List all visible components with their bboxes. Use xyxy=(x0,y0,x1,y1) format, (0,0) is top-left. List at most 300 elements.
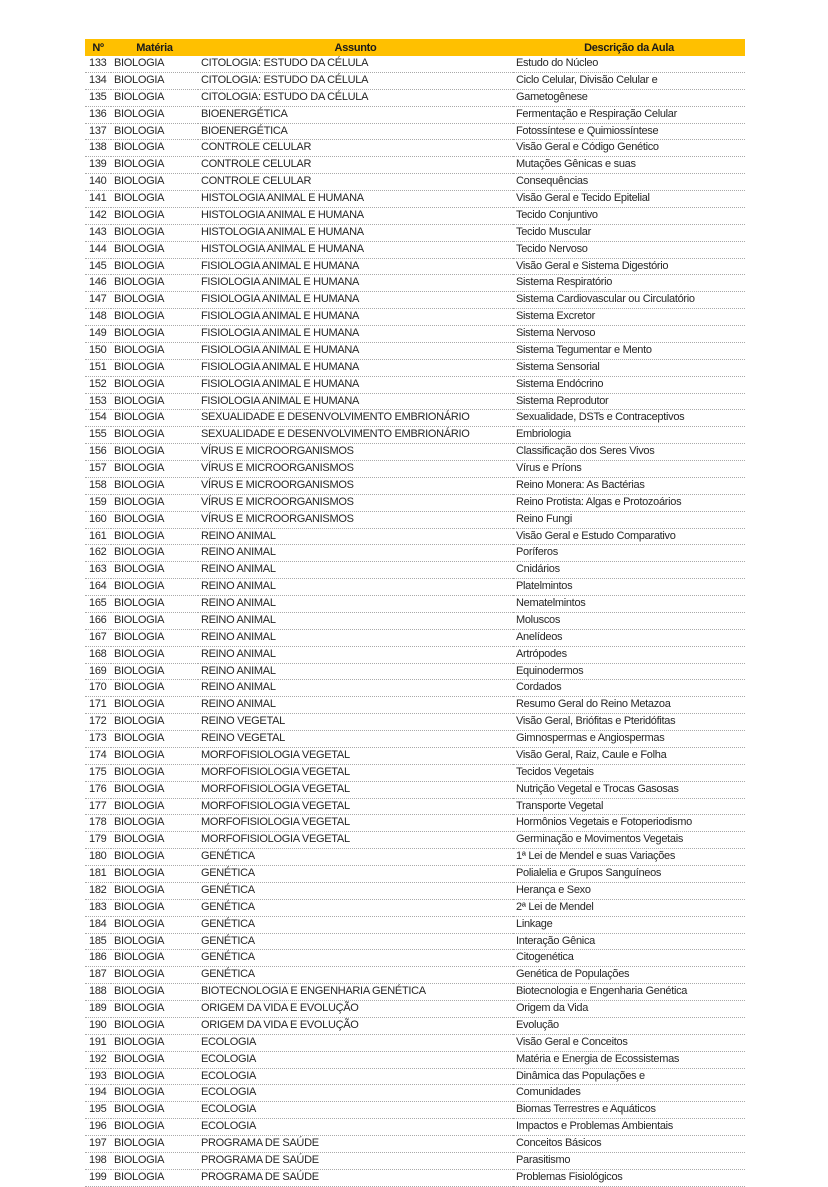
table-row xyxy=(85,241,745,258)
cell-numero: 176 xyxy=(85,781,111,798)
table-row xyxy=(85,376,745,393)
cell-assunto: REINO ANIMAL xyxy=(198,528,513,545)
table-row xyxy=(85,984,745,1001)
cell-descricao: Nematelmintos xyxy=(513,596,745,613)
cell-materia: BIOLOGIA xyxy=(111,882,198,899)
cell-materia: BIOLOGIA xyxy=(111,697,198,714)
table-row xyxy=(85,174,745,191)
table-row xyxy=(85,663,745,680)
cell-assunto: CITOLOGIA: ESTUDO DA CÉLULA xyxy=(198,56,513,72)
cell-descricao: Interação Gênica xyxy=(513,933,745,950)
cell-assunto: MORFOFISIOLOGIA VEGETAL xyxy=(198,815,513,832)
cell-assunto: HISTOLOGIA ANIMAL E HUMANA xyxy=(198,207,513,224)
cell-descricao: Tecidos Vegetais xyxy=(513,764,745,781)
table-row xyxy=(85,764,745,781)
cell-numero: 167 xyxy=(85,629,111,646)
cell-materia: BIOLOGIA xyxy=(111,157,198,174)
cell-materia: BIOLOGIA xyxy=(111,764,198,781)
cell-descricao: Mutações Gênicas e suas xyxy=(513,157,745,174)
cell-numero: 157 xyxy=(85,461,111,478)
cell-assunto: REINO ANIMAL xyxy=(198,612,513,629)
cell-assunto: CITOLOGIA: ESTUDO DA CÉLULA xyxy=(198,72,513,89)
table-row xyxy=(85,798,745,815)
cell-numero: 154 xyxy=(85,410,111,427)
cell-descricao: Cordados xyxy=(513,680,745,697)
cell-numero: 145 xyxy=(85,258,111,275)
cell-numero: 138 xyxy=(85,140,111,157)
cell-numero: 180 xyxy=(85,849,111,866)
cell-materia: BIOLOGIA xyxy=(111,1169,198,1186)
table-row xyxy=(85,629,745,646)
cell-descricao: Germinação e Movimentos Vegetais xyxy=(513,832,745,849)
table-row xyxy=(85,781,745,798)
cell-materia: BIOLOGIA xyxy=(111,866,198,883)
cell-descricao: Fotossíntese e Quimiossíntese xyxy=(513,123,745,140)
cell-assunto: HISTOLOGIA ANIMAL E HUMANA xyxy=(198,191,513,208)
cell-descricao: Equinodermos xyxy=(513,663,745,680)
cell-descricao: Sistema Respiratório xyxy=(513,275,745,292)
cell-numero: 150 xyxy=(85,342,111,359)
cell-assunto: FISIOLOGIA ANIMAL E HUMANA xyxy=(198,359,513,376)
cell-numero: 161 xyxy=(85,528,111,545)
cell-descricao: Evolução xyxy=(513,1017,745,1034)
table-row xyxy=(85,106,745,123)
cell-materia: BIOLOGIA xyxy=(111,123,198,140)
cell-materia: BIOLOGIA xyxy=(111,191,198,208)
cell-assunto: VÍRUS E MICROORGANISMOS xyxy=(198,511,513,528)
cell-assunto: FISIOLOGIA ANIMAL E HUMANA xyxy=(198,393,513,410)
cell-numero: 183 xyxy=(85,899,111,916)
cell-numero: 172 xyxy=(85,714,111,731)
cell-assunto: CITOLOGIA: ESTUDO DA CÉLULA xyxy=(198,89,513,106)
cell-numero: 186 xyxy=(85,950,111,967)
cell-assunto: FISIOLOGIA ANIMAL E HUMANA xyxy=(198,376,513,393)
cell-materia: BIOLOGIA xyxy=(111,663,198,680)
cell-descricao: Problemas Fisiológicos xyxy=(513,1169,745,1186)
table-row xyxy=(85,815,745,832)
cell-numero: 155 xyxy=(85,427,111,444)
cell-numero: 141 xyxy=(85,191,111,208)
cell-assunto: REINO ANIMAL xyxy=(198,562,513,579)
table-row xyxy=(85,427,745,444)
table-row xyxy=(85,258,745,275)
cell-materia: BIOLOGIA xyxy=(111,292,198,309)
cell-materia: BIOLOGIA xyxy=(111,545,198,562)
cell-descricao: Nutrição Vegetal e Trocas Gasosas xyxy=(513,781,745,798)
table-row xyxy=(85,579,745,596)
cell-descricao: Hormônios Vegetais e Fotoperiodismo xyxy=(513,815,745,832)
cell-assunto: REINO VEGETAL xyxy=(198,731,513,748)
cell-descricao: Dinâmica das Populações e xyxy=(513,1068,745,1085)
cell-numero: 160 xyxy=(85,511,111,528)
cell-numero: 153 xyxy=(85,393,111,410)
table-row xyxy=(85,646,745,663)
cell-assunto: GENÉTICA xyxy=(198,882,513,899)
cell-assunto: FISIOLOGIA ANIMAL E HUMANA xyxy=(198,292,513,309)
cell-materia: BIOLOGIA xyxy=(111,1068,198,1085)
table-row xyxy=(85,342,745,359)
table-row xyxy=(85,191,745,208)
cell-descricao: Transporte Vegetal xyxy=(513,798,745,815)
cell-assunto: GENÉTICA xyxy=(198,866,513,883)
cell-descricao: Biomas Terrestres e Aquáticos xyxy=(513,1102,745,1119)
cell-assunto: CONTROLE CELULAR xyxy=(198,157,513,174)
cell-descricao: Visão Geral e Estudo Comparativo xyxy=(513,528,745,545)
cell-descricao: Tecido Nervoso xyxy=(513,241,745,258)
cell-materia: BIOLOGIA xyxy=(111,596,198,613)
cell-descricao: Platelmintos xyxy=(513,579,745,596)
cell-materia: BIOLOGIA xyxy=(111,326,198,343)
cell-materia: BIOLOGIA xyxy=(111,747,198,764)
cell-materia: BIOLOGIA xyxy=(111,612,198,629)
cell-materia: BIOLOGIA xyxy=(111,410,198,427)
cell-descricao: Tecido Muscular xyxy=(513,224,745,241)
cell-assunto: BIOENERGÉTICA xyxy=(198,123,513,140)
cell-numero: 165 xyxy=(85,596,111,613)
cell-numero: 191 xyxy=(85,1034,111,1051)
table-row xyxy=(85,832,745,849)
table-row xyxy=(85,562,745,579)
table-row xyxy=(85,1085,745,1102)
cell-assunto: REINO ANIMAL xyxy=(198,596,513,613)
cell-assunto: REINO ANIMAL xyxy=(198,545,513,562)
cell-numero: 135 xyxy=(85,89,111,106)
cell-assunto: ECOLOGIA xyxy=(198,1119,513,1136)
table-row xyxy=(85,1051,745,1068)
table-row xyxy=(85,461,745,478)
cell-materia: BIOLOGIA xyxy=(111,1085,198,1102)
cell-numero: 197 xyxy=(85,1136,111,1153)
table-row xyxy=(85,528,745,545)
cell-descricao: Cnidários xyxy=(513,562,745,579)
cell-numero: 169 xyxy=(85,663,111,680)
cell-descricao: Tecido Conjuntivo xyxy=(513,207,745,224)
cell-numero: 142 xyxy=(85,207,111,224)
cell-numero: 143 xyxy=(85,224,111,241)
cell-descricao: Resumo Geral do Reino Metazoa xyxy=(513,697,745,714)
cell-assunto: MORFOFISIOLOGIA VEGETAL xyxy=(198,764,513,781)
header-materia: Matéria xyxy=(111,39,198,56)
cell-assunto: MORFOFISIOLOGIA VEGETAL xyxy=(198,798,513,815)
table-row xyxy=(85,731,745,748)
cell-assunto: GENÉTICA xyxy=(198,899,513,916)
table-row xyxy=(85,697,745,714)
table-row xyxy=(85,866,745,883)
cell-descricao: Sistema Excretor xyxy=(513,309,745,326)
cell-descricao: Impactos e Problemas Ambientais xyxy=(513,1119,745,1136)
cell-descricao: Visão Geral, Raiz, Caule e Folha xyxy=(513,747,745,764)
table-row xyxy=(85,1119,745,1136)
cell-descricao: Citogenética xyxy=(513,950,745,967)
table-row xyxy=(85,444,745,461)
cell-numero: 140 xyxy=(85,174,111,191)
cell-materia: BIOLOGIA xyxy=(111,916,198,933)
cell-assunto: ORIGEM DA VIDA E EVOLUÇÃO xyxy=(198,1001,513,1018)
cell-descricao: Genética de Populações xyxy=(513,967,745,984)
table-row xyxy=(85,1068,745,1085)
cell-descricao: Polialelia e Grupos Sanguíneos xyxy=(513,866,745,883)
cell-numero: 159 xyxy=(85,494,111,511)
cell-descricao: Gametogênese xyxy=(513,89,745,106)
cell-descricao: Comunidades xyxy=(513,1085,745,1102)
cell-numero: 174 xyxy=(85,747,111,764)
cell-assunto: FISIOLOGIA ANIMAL E HUMANA xyxy=(198,326,513,343)
cell-descricao: Herança e Sexo xyxy=(513,882,745,899)
cell-numero: 170 xyxy=(85,680,111,697)
cell-assunto: REINO ANIMAL xyxy=(198,579,513,596)
table-row xyxy=(85,714,745,731)
table-row xyxy=(85,72,745,89)
header-numero: Nº xyxy=(85,39,111,56)
cell-numero: 163 xyxy=(85,562,111,579)
cell-materia: BIOLOGIA xyxy=(111,950,198,967)
cell-materia: BIOLOGIA xyxy=(111,984,198,1001)
cell-assunto: ECOLOGIA xyxy=(198,1068,513,1085)
cell-materia: BIOLOGIA xyxy=(111,1136,198,1153)
cell-numero: 188 xyxy=(85,984,111,1001)
cell-numero: 162 xyxy=(85,545,111,562)
cell-descricao: Anelídeos xyxy=(513,629,745,646)
table-row xyxy=(85,292,745,309)
cell-descricao: Visão Geral e Tecido Epitelial xyxy=(513,191,745,208)
cell-materia: BIOLOGIA xyxy=(111,849,198,866)
cell-materia: BIOLOGIA xyxy=(111,815,198,832)
cell-descricao: Visão Geral, Briófitas e Pteridófitas xyxy=(513,714,745,731)
table-row xyxy=(85,224,745,241)
cell-materia: BIOLOGIA xyxy=(111,275,198,292)
cell-assunto: SEXUALIDADE E DESENVOLVIMENTO EMBRIONÁRIO xyxy=(198,410,513,427)
cell-descricao: Matéria e Energia de Ecossistemas xyxy=(513,1051,745,1068)
cell-materia: BIOLOGIA xyxy=(111,511,198,528)
cell-assunto: REINO VEGETAL xyxy=(198,714,513,731)
cell-numero: 158 xyxy=(85,477,111,494)
cell-numero: 164 xyxy=(85,579,111,596)
cell-numero: 173 xyxy=(85,731,111,748)
table-row xyxy=(85,596,745,613)
table-row xyxy=(85,1034,745,1051)
cell-assunto: GENÉTICA xyxy=(198,967,513,984)
cell-numero: 177 xyxy=(85,798,111,815)
cell-assunto: VÍRUS E MICROORGANISMOS xyxy=(198,444,513,461)
table-row xyxy=(85,933,745,950)
cell-materia: BIOLOGIA xyxy=(111,1051,198,1068)
cell-numero: 187 xyxy=(85,967,111,984)
cell-materia: BIOLOGIA xyxy=(111,309,198,326)
cell-descricao: Ciclo Celular, Divisão Celular e xyxy=(513,72,745,89)
table-row xyxy=(85,410,745,427)
cell-materia: BIOLOGIA xyxy=(111,899,198,916)
cell-materia: BIOLOGIA xyxy=(111,174,198,191)
table-row xyxy=(85,157,745,174)
cell-materia: BIOLOGIA xyxy=(111,140,198,157)
cell-descricao: Estudo do Núcleo xyxy=(513,56,745,72)
table-row xyxy=(85,545,745,562)
cell-materia: BIOLOGIA xyxy=(111,89,198,106)
cell-materia: BIOLOGIA xyxy=(111,393,198,410)
cell-materia: BIOLOGIA xyxy=(111,832,198,849)
cell-descricao: Origem da Vida xyxy=(513,1001,745,1018)
cell-materia: BIOLOGIA xyxy=(111,224,198,241)
cell-assunto: CONTROLE CELULAR xyxy=(198,140,513,157)
cell-descricao: Classificação dos Seres Vivos xyxy=(513,444,745,461)
cell-descricao: Vírus e Príons xyxy=(513,461,745,478)
cell-materia: BIOLOGIA xyxy=(111,342,198,359)
cell-assunto: FISIOLOGIA ANIMAL E HUMANA xyxy=(198,342,513,359)
cell-numero: 184 xyxy=(85,916,111,933)
cell-assunto: BIOENERGÉTICA xyxy=(198,106,513,123)
table-row xyxy=(85,849,745,866)
cell-descricao: Parasitismo xyxy=(513,1152,745,1169)
cell-numero: 189 xyxy=(85,1001,111,1018)
table-row xyxy=(85,680,745,697)
cell-descricao: Biotecnologia e Engenharia Genética xyxy=(513,984,745,1001)
cell-descricao: 1ª Lei de Mendel e suas Variações xyxy=(513,849,745,866)
cell-materia: BIOLOGIA xyxy=(111,494,198,511)
cell-materia: BIOLOGIA xyxy=(111,1152,198,1169)
cell-assunto: MORFOFISIOLOGIA VEGETAL xyxy=(198,832,513,849)
cell-assunto: PROGRAMA DE SAÚDE xyxy=(198,1152,513,1169)
table-body xyxy=(85,56,745,1186)
cell-assunto: ECOLOGIA xyxy=(198,1034,513,1051)
cell-materia: BIOLOGIA xyxy=(111,1017,198,1034)
cell-materia: BIOLOGIA xyxy=(111,646,198,663)
cell-assunto: VÍRUS E MICROORGANISMOS xyxy=(198,461,513,478)
cell-materia: BIOLOGIA xyxy=(111,1102,198,1119)
cell-materia: BIOLOGIA xyxy=(111,933,198,950)
cell-numero: 193 xyxy=(85,1068,111,1085)
cell-numero: 181 xyxy=(85,866,111,883)
cell-materia: BIOLOGIA xyxy=(111,781,198,798)
cell-assunto: ECOLOGIA xyxy=(198,1085,513,1102)
cell-materia: BIOLOGIA xyxy=(111,1119,198,1136)
cell-assunto: FISIOLOGIA ANIMAL E HUMANA xyxy=(198,275,513,292)
table-row xyxy=(85,494,745,511)
table-row xyxy=(85,477,745,494)
table-row xyxy=(85,1136,745,1153)
cell-assunto: REINO ANIMAL xyxy=(198,680,513,697)
cell-assunto: REINO ANIMAL xyxy=(198,629,513,646)
cell-assunto: FISIOLOGIA ANIMAL E HUMANA xyxy=(198,258,513,275)
cell-numero: 136 xyxy=(85,106,111,123)
cell-descricao: Sistema Tegumentar e Mento xyxy=(513,342,745,359)
cell-descricao: Sistema Reprodutor xyxy=(513,393,745,410)
cell-materia: BIOLOGIA xyxy=(111,207,198,224)
cell-descricao: Visão Geral e Conceitos xyxy=(513,1034,745,1051)
table-row xyxy=(85,56,745,72)
table-row xyxy=(85,899,745,916)
table-row xyxy=(85,511,745,528)
cell-numero: 144 xyxy=(85,241,111,258)
cell-materia: BIOLOGIA xyxy=(111,562,198,579)
cell-assunto: HISTOLOGIA ANIMAL E HUMANA xyxy=(198,241,513,258)
table-row xyxy=(85,140,745,157)
cell-materia: BIOLOGIA xyxy=(111,731,198,748)
cell-assunto: GENÉTICA xyxy=(198,849,513,866)
cell-numero: 151 xyxy=(85,359,111,376)
cell-descricao: Sistema Sensorial xyxy=(513,359,745,376)
table-row xyxy=(85,393,745,410)
cell-descricao: Reino Fungi xyxy=(513,511,745,528)
table-row xyxy=(85,207,745,224)
cell-materia: BIOLOGIA xyxy=(111,427,198,444)
cell-numero: 149 xyxy=(85,326,111,343)
cell-numero: 137 xyxy=(85,123,111,140)
cell-descricao: Sexualidade, DSTs e Contraceptivos xyxy=(513,410,745,427)
cell-assunto: VÍRUS E MICROORGANISMOS xyxy=(198,477,513,494)
table-row xyxy=(85,1102,745,1119)
table-row xyxy=(85,275,745,292)
cell-materia: BIOLOGIA xyxy=(111,798,198,815)
cell-assunto: REINO ANIMAL xyxy=(198,663,513,680)
cell-assunto: PROGRAMA DE SAÚDE xyxy=(198,1136,513,1153)
cell-numero: 147 xyxy=(85,292,111,309)
table-row xyxy=(85,967,745,984)
cell-numero: 198 xyxy=(85,1152,111,1169)
cell-descricao: Artrópodes xyxy=(513,646,745,663)
cell-numero: 156 xyxy=(85,444,111,461)
cell-assunto: ECOLOGIA xyxy=(198,1051,513,1068)
cell-assunto: MORFOFISIOLOGIA VEGETAL xyxy=(198,781,513,798)
lessons-table xyxy=(85,39,745,1187)
cell-assunto: ORIGEM DA VIDA E EVOLUÇÃO xyxy=(198,1017,513,1034)
cell-materia: BIOLOGIA xyxy=(111,629,198,646)
document-page xyxy=(85,39,745,1187)
cell-numero: 195 xyxy=(85,1102,111,1119)
cell-assunto: GENÉTICA xyxy=(198,950,513,967)
cell-numero: 166 xyxy=(85,612,111,629)
cell-assunto: GENÉTICA xyxy=(198,916,513,933)
cell-numero: 152 xyxy=(85,376,111,393)
cell-descricao: Gimnospermas e Angiospermas xyxy=(513,731,745,748)
cell-materia: BIOLOGIA xyxy=(111,1034,198,1051)
cell-descricao: Embriologia xyxy=(513,427,745,444)
cell-descricao: Reino Protista: Algas e Protozoários xyxy=(513,494,745,511)
cell-descricao: Sistema Endócrino xyxy=(513,376,745,393)
header-assunto: Assunto xyxy=(198,39,513,56)
table-row xyxy=(85,882,745,899)
cell-descricao: Visão Geral e Código Genético xyxy=(513,140,745,157)
cell-assunto: PROGRAMA DE SAÚDE xyxy=(198,1169,513,1186)
cell-materia: BIOLOGIA xyxy=(111,56,198,72)
cell-numero: 196 xyxy=(85,1119,111,1136)
cell-descricao: 2ª Lei de Mendel xyxy=(513,899,745,916)
cell-assunto: REINO ANIMAL xyxy=(198,646,513,663)
cell-descricao: Sistema Cardiovascular ou Circulatório xyxy=(513,292,745,309)
cell-numero: 133 xyxy=(85,56,111,72)
cell-numero: 199 xyxy=(85,1169,111,1186)
cell-assunto: MORFOFISIOLOGIA VEGETAL xyxy=(198,747,513,764)
cell-materia: BIOLOGIA xyxy=(111,258,198,275)
table-row xyxy=(85,326,745,343)
cell-descricao: Conceitos Básicos xyxy=(513,1136,745,1153)
cell-materia: BIOLOGIA xyxy=(111,241,198,258)
cell-assunto: GENÉTICA xyxy=(198,933,513,950)
cell-numero: 148 xyxy=(85,309,111,326)
cell-assunto: ECOLOGIA xyxy=(198,1102,513,1119)
table-row xyxy=(85,123,745,140)
cell-assunto: FISIOLOGIA ANIMAL E HUMANA xyxy=(198,309,513,326)
cell-materia: BIOLOGIA xyxy=(111,1001,198,1018)
header-descricao: Descrição da Aula xyxy=(513,39,745,56)
cell-materia: BIOLOGIA xyxy=(111,967,198,984)
cell-numero: 190 xyxy=(85,1017,111,1034)
cell-assunto: SEXUALIDADE E DESENVOLVIMENTO EMBRIONÁRIO xyxy=(198,427,513,444)
cell-materia: BIOLOGIA xyxy=(111,528,198,545)
cell-materia: BIOLOGIA xyxy=(111,106,198,123)
cell-numero: 178 xyxy=(85,815,111,832)
table-row xyxy=(85,309,745,326)
table-row xyxy=(85,89,745,106)
